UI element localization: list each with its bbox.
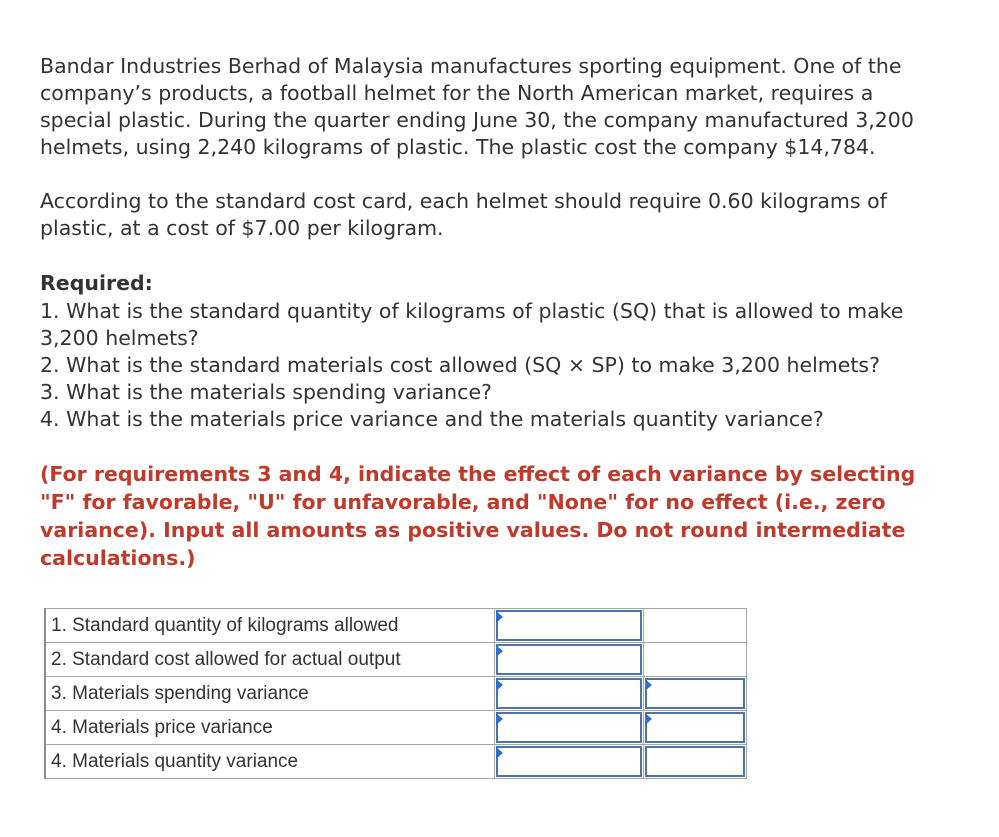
problem-paragraph-1: Bandar Industries Berhad of Malaysia manufactures sporting equipment. One of the company’s products, a football helmet for the North American market, requires a special plastic. During the quarter ending June 30, the company manufactured 3,200 helmets, using 2,240 kilograms of plastic. The plastic cost the company $14,784. <box>40 54 914 159</box>
required-item-3: 3. What is the materials spending variance? <box>40 380 492 404</box>
input-marker-icon <box>496 679 503 691</box>
input-marker-icon <box>496 645 503 657</box>
effect-cell <box>644 677 747 711</box>
input-marker-icon <box>496 611 503 623</box>
answer-table <box>44 608 747 779</box>
amount-cell <box>495 677 644 711</box>
effect-cell-empty <box>644 643 747 677</box>
effect-cell <box>644 745 747 779</box>
row-label-standard-quantity: 1. Standard quantity of kilograms allowed <box>45 609 495 643</box>
row-label-quantity-variance: 4. Materials quantity variance <box>45 745 495 779</box>
row-label-spending-variance: 3. Materials spending variance <box>45 677 495 711</box>
spending-variance-effect-select[interactable] <box>645 678 745 709</box>
amount-cell <box>495 609 644 643</box>
required-list <box>40 298 940 433</box>
table-row <box>45 711 747 745</box>
input-marker-icon <box>496 713 503 725</box>
instructions-text: (For requirements 3 and 4, indicate the effect of each variance by selecting "F" for favorable, "U" for unfavorable, and "None" for no effect (i.e., zero variance). Input all amounts as positive values. Do not round intermediate calculations.) <box>40 462 916 570</box>
table-row <box>45 677 747 711</box>
quantity-variance-effect-select[interactable] <box>645 746 745 777</box>
problem-paragraph-2: According to the standard cost card, each helmet should require 0.60 kilograms of plastic, at a cost of $7.00 per kilogram. <box>40 189 887 240</box>
effect-cell <box>644 711 747 745</box>
table-row <box>45 745 747 779</box>
price-variance-input[interactable] <box>496 712 642 743</box>
amount-cell <box>495 711 644 745</box>
required-heading: Required: <box>40 271 153 295</box>
quantity-variance-input[interactable] <box>496 746 642 777</box>
required-section <box>40 269 940 433</box>
table-row <box>45 643 747 677</box>
effect-cell-empty <box>644 609 747 643</box>
required-item-1: 1. What is the standard quantity of kilograms of plastic (SQ) that is allowed to make 3,200 helmets? <box>40 299 904 350</box>
dropdown-marker-icon <box>645 713 652 725</box>
row-label-price-variance: 4. Materials price variance <box>45 711 495 745</box>
table-row <box>45 609 747 643</box>
standard-cost-input[interactable] <box>496 644 642 675</box>
amount-cell <box>495 745 644 779</box>
row-label-standard-cost: 2. Standard cost allowed for actual output <box>45 643 495 677</box>
price-variance-effect-select[interactable] <box>645 712 745 743</box>
amount-cell <box>495 643 644 677</box>
input-marker-icon <box>496 747 503 759</box>
spending-variance-input[interactable] <box>496 678 642 709</box>
required-item-4: 4. What is the materials price variance and the materials quantity variance? <box>40 407 824 431</box>
dropdown-marker-icon <box>645 679 652 691</box>
standard-quantity-input[interactable] <box>496 610 642 641</box>
required-item-2: 2. What is the standard materials cost allowed (SQ × SP) to make 3,200 helmets? <box>40 353 880 377</box>
problem-content <box>40 53 940 593</box>
